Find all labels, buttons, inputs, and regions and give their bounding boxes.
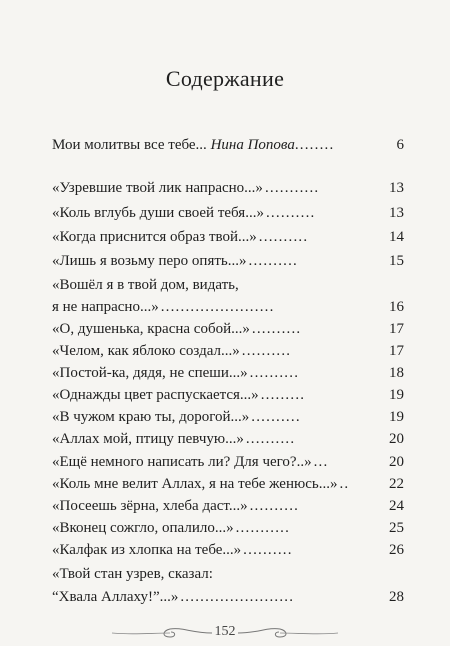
toc-entry-page: 17 [389,343,404,359]
toc-entry-page: 17 [389,321,404,337]
toc-entry-title: «Посеешь зёрна, хлеба даст...» [52,498,248,514]
toc-entry-dots: ........... [235,520,291,536]
toc-entry-title: «Когда приснится образ твой...» [52,229,257,245]
toc-entry-title: «Однажды цвет распускается...» [52,387,259,403]
toc-entry-title: «Вошёл я в твой дом, видать, [52,277,239,293]
toc-entry-title: «Твой стан узрев, сказал: [52,566,213,582]
toc-entry-page: 25 [389,520,404,536]
toc-entry-row [52,451,404,473]
toc-entry-title: «Коль вглубь души своей тебя...» [52,205,264,221]
toc-intro-title: Мои молитвы все тебе... [52,137,207,153]
toc-entry-dots: .......... [248,253,298,269]
toc-entry-row [52,517,404,539]
toc-entry-row [52,384,404,406]
toc-entry-row [52,539,404,561]
toc-entry-title: «Вконец сожгло, опалило...» [52,520,234,536]
toc-entry-row [52,318,404,340]
toc-entry-title: «Аллах мой, птицу певчую...» [52,431,244,447]
toc-entry-dots: .......... [243,542,293,558]
toc-entry-row [52,274,404,296]
toc-intro-dots: ........ [294,137,335,153]
toc-entry-title: «Постой-ка, дядя, не спеши...» [52,365,248,381]
toc-entry-row [52,428,404,450]
page-number: 152 [214,624,236,639]
toc-entry-page: 13 [389,180,404,196]
toc-entry-title: я не напрасно...» [52,299,159,315]
toc-entry-title: «Ещё немного написать ли? Для чего?..» [52,454,312,470]
toc-entry-row [52,563,404,585]
toc-entry-page: 28 [389,589,404,605]
toc-entry-row [52,202,404,224]
page-title: Содержание [165,66,285,91]
toc-intro-row [52,134,404,156]
toc-entry-title: “Хвала Аллаху!”...» [52,589,179,605]
toc-entry-row [52,296,404,318]
toc-entry-dots: ... [313,454,329,470]
toc-intro-page: 6 [396,137,404,153]
toc-entry-dots: .......... [258,229,309,245]
toc-entry-page: 20 [389,431,404,447]
toc-entry-row [52,177,404,199]
toc-entry-page: 19 [389,409,404,425]
toc-entry-dots: .......... [251,409,301,425]
toc-entry-dots: ....................... [160,299,275,315]
toc-entry-row [52,473,404,495]
toc-intro-author: Нина Попова [210,137,295,153]
toc-entry-page: 15 [389,253,404,269]
toc-entry-page: 16 [389,299,404,315]
toc-entry-row [52,406,404,428]
toc-entry-dots: .......... [265,205,316,221]
toc-entry-dots: .......... [251,321,302,337]
toc-entry-page: 20 [389,454,404,470]
toc-entry-title: «Калфак из хлопка на тебе...» [52,542,242,558]
toc-entry-dots: ........... [264,180,320,196]
toc-entry-row [52,226,404,248]
toc-entry-title: «Лишь я возьму перо опять...» [52,253,247,269]
toc-entry-title: «О, душенька, красна собой...» [52,321,250,337]
toc-entry-title: «Коль мне велит Аллах, я на тебе женюсь...» [52,476,338,492]
toc-entry-title: «Челом, как яблоко создал...» [52,343,240,359]
toc-entry-dots: .......... [245,431,296,447]
toc-entry-dots: .. [339,476,350,492]
toc-entry-dots: .......... [249,498,300,514]
toc-entry-page: 22 [389,476,404,492]
toc-entry-page: 26 [389,542,404,558]
toc-entry-page: 24 [389,498,404,514]
toc-entry-page: 14 [389,229,404,245]
toc-entry-dots: ......... [260,387,306,403]
toc-entry-row [52,495,404,517]
toc-entry-row [52,362,404,384]
toc-entry-dots: ....................... [180,589,295,605]
toc-entry-title: «Узревшие твой лик напрасно...» [52,180,263,196]
toc-entry-dots: .......... [249,365,300,381]
toc-intro-label [52,134,334,156]
toc-entry-dots: .......... [241,343,292,359]
toc-entry-row [52,586,404,608]
toc-entry-title: «В чужом краю ты, дорогой...» [52,409,250,425]
toc-entry-page: 19 [389,387,404,403]
toc-entry-row [52,250,404,272]
toc-entry-page: 13 [389,205,404,221]
toc-entry-page: 18 [389,365,404,381]
toc-entry-row [52,340,404,362]
